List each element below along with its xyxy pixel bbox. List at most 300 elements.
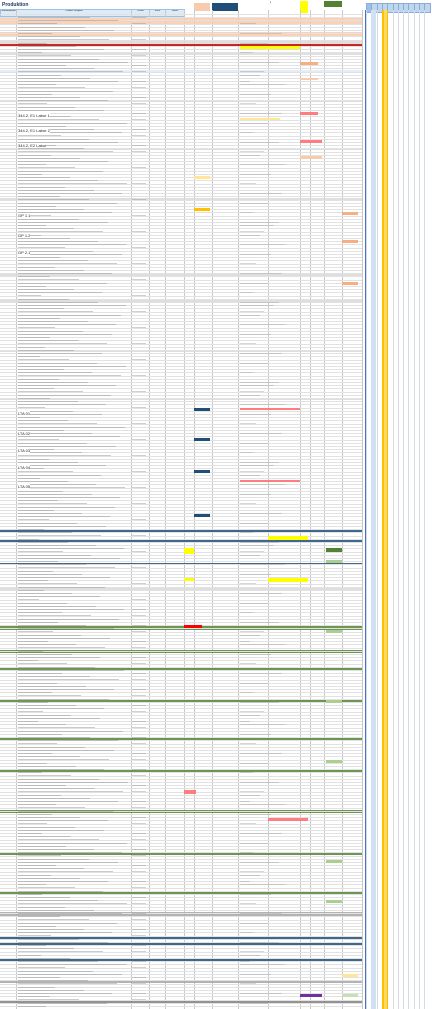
text-stroke (18, 334, 112, 335)
week-divider (424, 10, 425, 1009)
text-stroke (132, 999, 146, 1000)
text-stroke (18, 801, 118, 802)
text-stroke (18, 151, 113, 152)
text-stroke (18, 907, 65, 908)
row-line (0, 398, 362, 399)
row-line (0, 721, 362, 722)
text-stroke (18, 254, 122, 255)
text-stroke (132, 759, 146, 760)
text-stroke (18, 375, 121, 376)
text-stroke (18, 603, 67, 604)
text-stroke (240, 951, 264, 952)
text-stroke (240, 663, 256, 664)
text-stroke (18, 356, 40, 357)
text-stroke (18, 625, 86, 626)
text-stroke (240, 81, 250, 82)
text-stroke (18, 923, 117, 924)
text-stroke (18, 385, 116, 386)
text-stroke (18, 763, 47, 764)
row-label-11: LTA 05 (18, 484, 31, 489)
text-stroke (18, 478, 40, 479)
text-stroke (240, 974, 271, 975)
text-stroke (240, 631, 264, 632)
status-cell (342, 994, 358, 997)
text-stroke (240, 193, 282, 194)
text-stroke (18, 414, 102, 415)
text-stroke (240, 52, 253, 53)
text-stroke (18, 62, 128, 63)
text-stroke (18, 539, 39, 540)
header-blue-block (212, 3, 238, 11)
text-stroke (240, 763, 268, 764)
text-stroke (132, 279, 146, 280)
text-stroke (240, 155, 260, 156)
text-stroke (240, 334, 271, 335)
text-stroke (18, 241, 98, 242)
text-stroke (240, 43, 268, 44)
row-label-4: GP 1.1 (18, 213, 31, 218)
text-stroke (18, 967, 65, 968)
status-cell (326, 760, 342, 763)
text-stroke (18, 708, 104, 709)
text-stroke (240, 791, 264, 792)
text-stroke (18, 219, 79, 220)
text-stroke (18, 119, 99, 120)
status-cell (240, 118, 280, 120)
text-stroke (132, 961, 146, 962)
text-stroke (132, 753, 146, 754)
text-stroke (18, 289, 74, 290)
text-stroke (18, 567, 115, 568)
text-stroke (240, 823, 256, 824)
text-stroke (240, 433, 282, 434)
text-stroke (18, 190, 94, 191)
text-stroke (132, 727, 146, 728)
text-stroke (18, 935, 51, 936)
text-stroke (18, 926, 56, 927)
week-stripe-yellow (384, 10, 387, 1009)
text-stroke (18, 382, 88, 383)
row-line (0, 600, 362, 601)
text-stroke (132, 145, 146, 146)
text-stroke (240, 273, 282, 274)
text-stroke (132, 663, 146, 664)
text-stroke (18, 263, 117, 264)
status-cell (194, 514, 210, 517)
text-stroke (18, 161, 108, 162)
text-stroke (18, 139, 89, 140)
text-stroke (18, 913, 122, 914)
text-stroke (18, 811, 113, 812)
text-stroke (132, 407, 146, 408)
text-stroke (18, 535, 101, 536)
text-stroke (18, 945, 46, 946)
text-stroke (18, 779, 99, 780)
row-line (0, 772, 362, 773)
text-stroke (18, 286, 46, 287)
text-stroke (18, 606, 96, 607)
row-line (0, 459, 362, 460)
text-stroke (18, 308, 64, 309)
row-line (0, 590, 362, 591)
text-stroke (240, 932, 253, 933)
text-stroke (18, 679, 119, 680)
row-line (0, 14, 362, 15)
text-stroke (18, 398, 50, 399)
text-stroke (132, 919, 146, 920)
text-stroke (240, 983, 256, 984)
text-stroke (18, 148, 84, 149)
text-stroke (132, 97, 146, 98)
status-cell (194, 208, 210, 211)
text-stroke (18, 158, 80, 159)
row-line (0, 43, 362, 44)
text-stroke (240, 391, 264, 392)
text-stroke (132, 679, 146, 680)
text-stroke (132, 609, 146, 610)
text-stroke (18, 731, 123, 732)
text-stroke (240, 311, 264, 312)
text-stroke (240, 942, 279, 943)
text-stroke (240, 721, 250, 722)
week-divider (393, 10, 394, 1009)
text-stroke (132, 49, 146, 50)
text-stroke (132, 87, 146, 88)
status-cell (326, 630, 342, 633)
row-line (0, 94, 362, 95)
text-stroke (18, 244, 126, 245)
row-label-3: 344.2, E2 Labor (18, 143, 47, 148)
text-stroke (240, 465, 274, 466)
text-stroke (18, 196, 60, 197)
row-line (0, 174, 362, 175)
text-stroke (18, 807, 85, 808)
text-stroke (18, 670, 124, 671)
text-stroke (132, 887, 146, 888)
text-stroke (18, 155, 51, 156)
text-stroke (18, 27, 85, 28)
text-stroke (240, 641, 250, 642)
text-stroke (132, 113, 146, 114)
text-stroke (18, 462, 78, 463)
text-stroke (18, 231, 103, 232)
text-stroke (18, 951, 103, 952)
row-label-7: LTA 01 (18, 411, 31, 416)
text-stroke (18, 836, 70, 837)
row-label-6: GP 2.1 (18, 250, 31, 255)
text-stroke (18, 110, 104, 111)
text-stroke (18, 881, 108, 882)
status-cell (342, 240, 358, 243)
text-stroke (18, 791, 123, 792)
text-stroke (18, 673, 62, 674)
text-stroke (18, 420, 68, 421)
row-line (0, 936, 362, 937)
status-cell (342, 974, 358, 977)
text-stroke (132, 103, 146, 104)
row-line (0, 884, 362, 885)
text-stroke (18, 939, 79, 940)
row-line (0, 52, 362, 53)
text-stroke (18, 363, 97, 364)
text-stroke (18, 839, 99, 840)
text-stroke (18, 631, 53, 632)
text-stroke (132, 311, 146, 312)
text-stroke (18, 721, 38, 722)
text-stroke (132, 657, 146, 658)
status-cell (300, 156, 322, 159)
text-stroke (132, 983, 146, 984)
text-stroke (18, 542, 68, 543)
text-stroke (18, 443, 87, 444)
text-stroke (18, 686, 86, 687)
text-stroke (18, 868, 84, 869)
text-stroke (240, 484, 285, 485)
row-line (0, 651, 362, 652)
text-stroke (18, 852, 122, 853)
text-stroke (240, 471, 264, 472)
text-stroke (240, 132, 253, 133)
text-stroke (18, 683, 57, 684)
text-stroke (132, 231, 146, 232)
text-stroke (132, 769, 146, 770)
text-stroke (132, 615, 146, 616)
text-stroke (240, 772, 253, 773)
week-header-cell (424, 3, 431, 13)
text-stroke (18, 507, 115, 508)
text-stroke (132, 823, 146, 824)
row-line (0, 347, 362, 348)
text-stroke (18, 695, 81, 696)
text-stroke (18, 555, 91, 556)
text-stroke (18, 804, 56, 805)
text-stroke (18, 171, 103, 172)
text-stroke (18, 955, 41, 956)
text-stroke (18, 97, 80, 98)
text-stroke (240, 913, 282, 914)
text-stroke (18, 372, 92, 373)
text-stroke (132, 23, 146, 24)
text-stroke (18, 699, 109, 700)
text-stroke (18, 388, 54, 389)
text-stroke (240, 612, 253, 613)
text-stroke (132, 119, 146, 120)
text-stroke (132, 471, 146, 472)
text-stroke (240, 862, 279, 863)
text-stroke (240, 564, 285, 565)
text-stroke (240, 292, 253, 293)
text-stroke (18, 977, 60, 978)
text-stroke (132, 935, 146, 936)
text-stroke (240, 852, 253, 853)
row-label-9: LTA 03 (18, 448, 31, 453)
text-stroke (18, 622, 58, 623)
text-stroke (18, 529, 44, 530)
text-stroke (18, 359, 69, 360)
text-stroke (18, 705, 76, 706)
text-stroke (18, 932, 112, 933)
text-stroke (18, 871, 113, 872)
text-stroke (18, 279, 79, 280)
text-stroke (18, 894, 42, 895)
text-stroke (18, 321, 88, 322)
status-cell (184, 625, 202, 628)
text-stroke (132, 129, 146, 130)
text-stroke (18, 747, 85, 748)
text-stroke (18, 439, 59, 440)
column-header: Produkt / Aufgabe (16, 9, 132, 17)
text-stroke (18, 948, 74, 949)
text-stroke (240, 75, 260, 76)
status-cell (184, 790, 196, 794)
week-divider (398, 10, 399, 1009)
text-stroke (18, 734, 62, 735)
row-label-10: LTA 04 (18, 465, 31, 470)
text-stroke (240, 644, 285, 645)
text-stroke (18, 17, 90, 18)
text-stroke (132, 263, 146, 264)
text-stroke (132, 503, 146, 504)
text-stroke (18, 75, 61, 76)
text-stroke (240, 164, 285, 165)
text-stroke (18, 990, 84, 991)
text-stroke (18, 583, 77, 584)
text-stroke (18, 993, 112, 994)
text-stroke (18, 209, 84, 210)
text-stroke (18, 91, 113, 92)
text-stroke (240, 603, 268, 604)
text-stroke (240, 212, 253, 213)
text-stroke (132, 567, 146, 568)
text-stroke (18, 635, 81, 636)
text-stroke (18, 494, 92, 495)
text-stroke (18, 180, 98, 181)
text-stroke (240, 363, 268, 364)
text-stroke (132, 903, 146, 904)
text-stroke (18, 475, 101, 476)
text-stroke (240, 532, 253, 533)
text-stroke (18, 651, 43, 652)
row-line (0, 235, 362, 236)
text-stroke (240, 71, 264, 72)
text-stroke (18, 465, 106, 466)
text-stroke (18, 174, 42, 175)
text-stroke (132, 945, 146, 946)
text-stroke (18, 590, 44, 591)
text-stroke (18, 39, 109, 40)
text-stroke (18, 884, 46, 885)
text-stroke (240, 503, 256, 504)
text-stroke (18, 846, 66, 847)
week-divider-blue (365, 10, 366, 1009)
text-stroke (240, 993, 282, 994)
status-cell (342, 212, 358, 215)
text-stroke (240, 23, 256, 24)
row-line (0, 571, 362, 572)
text-stroke (132, 817, 146, 818)
text-stroke (132, 791, 146, 792)
text-stroke (18, 971, 93, 972)
row-line (0, 894, 362, 895)
text-stroke (240, 871, 264, 872)
row-line (0, 833, 362, 834)
text-stroke (132, 327, 146, 328)
text-stroke (18, 788, 94, 789)
text-stroke (240, 724, 285, 725)
status-cell (326, 700, 342, 703)
text-stroke (132, 967, 146, 968)
text-stroke (132, 343, 146, 344)
text-stroke (132, 743, 146, 744)
text-stroke (240, 711, 264, 712)
text-stroke (18, 593, 72, 594)
text-stroke (18, 305, 126, 306)
column-header: Status (165, 9, 185, 17)
text-stroke (132, 455, 146, 456)
text-stroke (132, 631, 146, 632)
text-stroke (18, 203, 117, 204)
text-stroke (18, 302, 98, 303)
status-cell (194, 408, 210, 411)
status-cell (326, 548, 342, 552)
text-stroke (18, 177, 70, 178)
header-peach-block (194, 3, 210, 11)
week-stripe-blue (371, 10, 376, 1009)
text-stroke (132, 439, 146, 440)
text-stroke (18, 817, 80, 818)
week-divider (366, 10, 367, 1009)
text-stroke (240, 353, 282, 354)
text-stroke (18, 369, 64, 370)
text-stroke (18, 65, 66, 66)
row-line (0, 824, 362, 825)
text-stroke (18, 273, 112, 274)
text-stroke (240, 404, 285, 405)
text-stroke (18, 523, 77, 524)
text-stroke (18, 823, 47, 824)
text-stroke (18, 545, 96, 546)
text-stroke (18, 343, 107, 344)
text-stroke (18, 228, 74, 229)
text-stroke (18, 257, 60, 258)
text-stroke (18, 503, 87, 504)
row-line (0, 632, 362, 633)
text-stroke (18, 513, 82, 514)
text-stroke (240, 423, 256, 424)
header-marker: a (270, 1, 272, 4)
column-header: Stück (149, 9, 166, 17)
text-stroke (132, 295, 146, 296)
text-stroke (18, 459, 49, 460)
text-stroke (18, 52, 42, 53)
week-divider (414, 10, 415, 1009)
text-stroke (132, 871, 146, 872)
text-stroke (240, 804, 285, 805)
text-stroke (18, 206, 56, 207)
column-header: Sammelprojekt (0, 9, 17, 17)
text-stroke (240, 151, 264, 152)
text-stroke (240, 875, 260, 876)
text-stroke (18, 199, 89, 200)
text-stroke (18, 875, 51, 876)
row-label-8: LTA 02 (18, 431, 31, 436)
text-stroke (18, 315, 121, 316)
text-stroke (18, 1006, 46, 1007)
text-stroke (18, 519, 49, 520)
text-stroke (18, 327, 55, 328)
text-stroke (18, 500, 58, 501)
text-stroke (18, 862, 118, 863)
